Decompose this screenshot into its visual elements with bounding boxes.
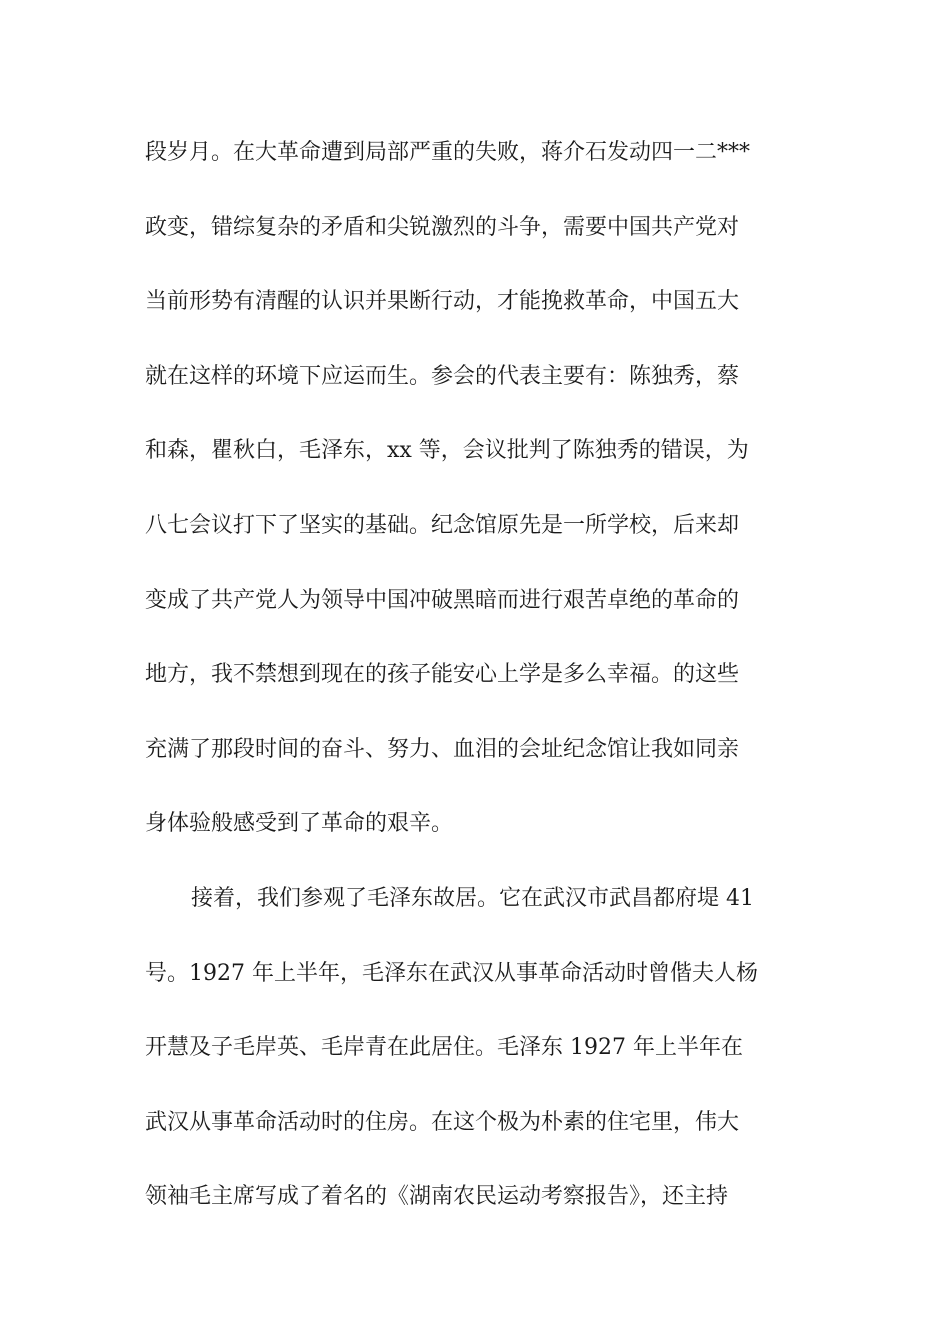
text-line: 领袖毛主席写成了着名的《湖南农民运动考察报告》，还主持 [145, 1184, 729, 1210]
text-line: 段岁月。在大革命遭到局部严重的失败，蒋介石发动四一二*** [145, 140, 751, 165]
text-line: 当前形势有清醒的认识并果断行动，才能挽救革命，中国五大 [145, 289, 740, 315]
body-text [145, 130, 810, 1249]
text-line: 号。1927 年上半年，毛泽东在武汉从事革命活动时曾偕夫人杨 [145, 960, 758, 986]
paragraph-first-line: 接着，我们参观了毛泽东故居。它在武汉市武昌都府堤 41 [191, 885, 754, 911]
text-line: 开慧及子毛岸英、毛岸青在此居住。毛泽东 1927 年上半年在 [145, 1035, 743, 1061]
text-line: 地方，我不禁想到现在的孩子能安心上学是多么幸福。的这些 [145, 662, 740, 688]
text-line: 八七会议打下了坚实的基础。纪念馆原先是一所学校，后来却 [145, 512, 740, 538]
text-line: 充满了那段时间的奋斗、努力、血泪的会址纪念馆让我如同亲 [145, 736, 740, 762]
text-line: 身体验般感受到了革命的艰辛。 [145, 811, 454, 837]
text-line: 政变，错综复杂的矛盾和尖锐激烈的斗争，需要中国共产党对 [145, 214, 740, 240]
text-line: 武汉从事革命活动时的住房。在这个极为朴素的住宅里，伟大 [145, 1109, 740, 1135]
text-line: 就在这样的环境下应运而生。参会的代表主要有：陈独秀，蔡 [145, 363, 740, 389]
text-line: 和森，瞿秋白，毛泽东，xx 等，会议批判了陈独秀的错误，为 [145, 438, 749, 464]
text-line: 变成了共产党人为领导中国冲破黑暗而进行艰苦卓绝的革命的 [145, 587, 740, 613]
